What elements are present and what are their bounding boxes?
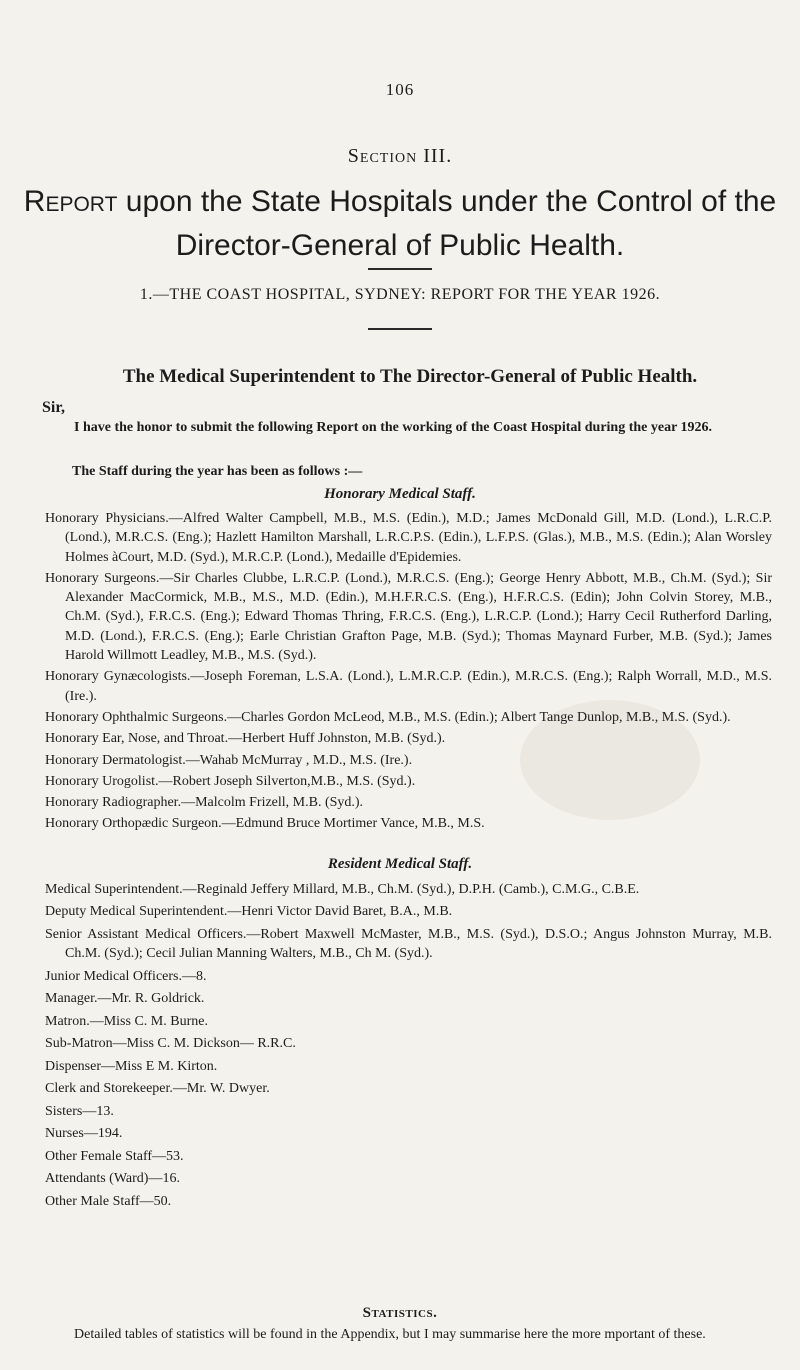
list-item: Sub-Matron—Miss C. M. Dickson— R.R.C. <box>45 1036 296 1052</box>
page-number: 106 <box>385 80 415 99</box>
statistics-paragraph: Detailed tables of statistics will be found in the Appendix, but I may summarise here the more mportant of these. <box>74 1327 706 1342</box>
intro-paragraph: I have the honor to submit the following Report on the working of the Coast Hospital during the year 1926. <box>74 420 713 435</box>
list-item: Other Female Staff—53. <box>45 1148 184 1164</box>
list-item: Senior Assistant Medical Officers.—Robert Maxwell McMaster, M.B., M.S. (Syd.), D.S.O.; Angus Johnston Murray, M.B. Ch.M. (Syd.); Cecil Julian Manning Walters, M.B., Ch M. (Syd.). <box>45 926 772 962</box>
list-item: Honorary Urogolist.—Robert Joseph Silverton,M.B., M.S. (Syd.). <box>45 773 416 789</box>
divider-bottom <box>368 328 432 330</box>
list-item: Honorary Radiographer.—Malcolm Frizell, M.B. (Syd.). <box>45 795 364 811</box>
title-line1-rest: upon the State Hospitals under the Control of the <box>117 185 777 218</box>
list-item: Honorary Orthopædic Surgeon.—Edmund Bruce Mortimer Vance, M.B., M.S. <box>45 816 485 832</box>
title-first-word: Report <box>23 185 118 218</box>
honorary-staff-heading: Honorary Medical Staff. <box>324 486 476 502</box>
list-item: Honorary Gynæcologists.—Joseph Foreman, L.S.A. (Lond.), L.M.R.C.P. (Edin.), M.R.C.S. (Eng.); Ralph Worrall, M.D., M.S. (Ire.). <box>45 669 772 704</box>
list-item: Honorary Physicians.—Alfred Walter Campbell, M.B., M.S. (Edin.), M.D.; James McDonald Gill, M.D. (Lond.), L.R.C.P. (Lond.), M.R.C.S. (Eng.); Hazlett Hamilton Marshall, L.R.C.P.S. (Edin.), L.F.P.S. (Glas.), M.B., M.S. (Edin.); Alan Worsley Holmes àCourt, M.D. (Syd.), M.R.C.P. (Lond.), Medaille d'Epidemies. <box>45 511 772 565</box>
salutation: Sir, <box>42 399 65 416</box>
list-item: Other Male Staff—50. <box>45 1193 172 1209</box>
list-item: Honorary Ophthalmic Surgeons.—Charles Gordon McLeod, M.B., M.S. (Edin.); Albert Tange Dunlop, M.B., M.S. (Syd.). <box>45 709 731 725</box>
section-heading: Section III. <box>347 145 453 167</box>
list-item: Attendants (Ward)—16. <box>45 1171 180 1187</box>
resident-staff-list <box>45 880 772 1214</box>
list-item: Dispenser—Miss E M. Kirton. <box>45 1058 218 1074</box>
list-item: Deputy Medical Superintendent.—Henri Victor David Baret, B.A., M.B. <box>45 904 453 920</box>
list-item: Manager.—Mr. R. Goldrick. <box>45 991 205 1007</box>
list-item: Honorary Ear, Nose, and Throat.—Herbert Huff Johnston, M.B. (Syd.). <box>45 731 446 747</box>
statistics-heading: Statistics. <box>362 1305 438 1321</box>
list-item: Nurses—194. <box>45 1126 123 1142</box>
honorary-staff-list <box>45 509 772 836</box>
title-line2: Director-General of Public Health. <box>175 229 625 262</box>
list-item: Honorary Dermatologist.—Wahab McMurray , M.D., M.S. (Ire.). <box>45 752 413 768</box>
divider-top <box>368 268 432 270</box>
list-item: Junior Medical Officers.—8. <box>45 968 207 984</box>
list-item: Clerk and Storekeeper.—Mr. W. Dwyer. <box>45 1081 270 1097</box>
address-line: The Medical Superintendent to The Director-General of Public Health. <box>122 366 698 387</box>
list-item: Honorary Surgeons.—Sir Charles Clubbe, L.R.C.P. (Lond.), M.R.C.S. (Eng.); George Henry Abbott, M.B., Ch.M. (Syd.); Sir Alexander MacCormick, M.B., M.S., M.D. (Edin.), M.H.F.R.C.S. (Eng.), H.F.R.C.S. (Edin); John Colvin Storey, M.B., Ch.M. (Syd.), F.R.C.S. (Eng.); Edward Thomas Thring, F.R.C.S. (Eng.), L.R.C.P. (Lond.); Harry Cecil Rutherford Darling, M.D. (Lond.), F.R.C.S. (Eng.); Earle Christian Grafton Page, M.B. (Syd.); Thomas Maynard Furber, M.B. (Syd.); James Harold Willmott Leadley, M.B., M.S. (Syd.). <box>45 570 772 664</box>
resident-staff-heading: Resident Medical Staff. <box>327 856 473 872</box>
list-item: Sisters—13. <box>45 1103 114 1119</box>
list-item: Medical Superintendent.—Reginald Jeffery Millard, M.B., Ch.M. (Syd.), D.P.H. (Camb.), C.M.G., C.B.E. <box>45 882 640 897</box>
hospital-subtitle: 1.—THE COAST HOSPITAL, SYDNEY: REPORT FOR THE YEAR 1926. <box>139 286 661 303</box>
staff-lead-text: The Staff during the year has been as follows :— <box>72 464 363 479</box>
list-item: Matron.—Miss C. M. Burne. <box>45 1013 208 1029</box>
report-title <box>20 180 780 268</box>
